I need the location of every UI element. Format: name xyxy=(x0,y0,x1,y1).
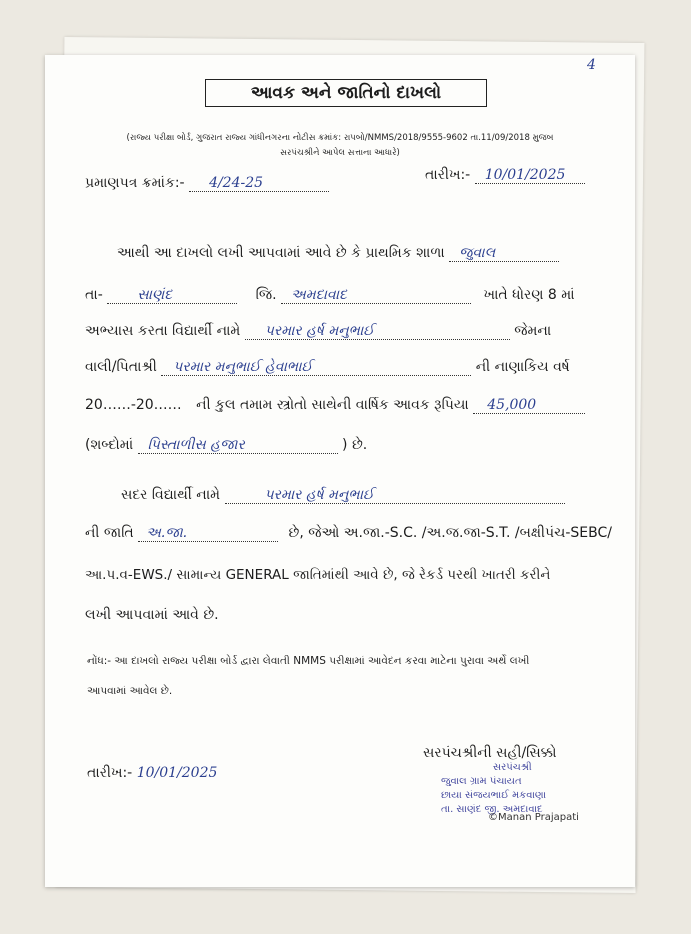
signature-label: સરપંચશ્રીની સહી/સિક્કો xyxy=(423,745,557,761)
sadar-student-label: સદર વિદ્યાર્થી નામે xyxy=(121,487,221,503)
guardian-label: વાલી/પિતાશ્રી xyxy=(85,359,157,375)
district-value: અમદાવાદ xyxy=(281,287,471,304)
authority-note-line1: (રાજ્ય પરીક્ષા બોર્ડ, ગુજરાત રાજ્ય ગાંધીનગરના નોટીસ ક્રમાંક: રાપબો/NMMS/2018/9555-9602 તા.11/09/2018 મુજબ xyxy=(126,133,554,143)
certificate-date-value: 10/01/2025 xyxy=(475,167,585,184)
stamp-line-3: છાયા સંજયભાઈ મકવાણા xyxy=(441,790,547,801)
authority-note-line2: સરપંચશ્રીને આપેલ સત્તાના આધારે) xyxy=(280,148,400,158)
certificate-number-label: પ્રમાણપત્ર ક્રમાંક:- xyxy=(85,175,185,191)
school-intro-text: આથી આ દાખલો લખી આપવામાં આવે છે કે પ્રાથમિક શાળા xyxy=(117,245,445,261)
caste-value: અ.જા. xyxy=(138,525,278,542)
standard-text: ખાતે ધોરણ 8 માં xyxy=(483,287,575,303)
guardian-row xyxy=(85,359,570,376)
year-range: 20……-20…… xyxy=(85,397,182,413)
signature-block xyxy=(423,745,623,817)
certificate-number-row xyxy=(85,175,329,192)
caste-options: છે, જેઓ અ.જા.-S.C. /અ.જ.જા-S.T. /બક્ષીપંચ-SEBC/ xyxy=(288,525,612,541)
jemna-text: જેમના xyxy=(514,323,552,339)
school-row xyxy=(117,245,559,262)
footer-date-value: 10/01/2025 xyxy=(136,765,218,781)
certificate-number-value: 4/24-25 xyxy=(189,175,329,192)
caste-row xyxy=(85,525,612,542)
stamp-line-2: જુવાલ ગ્રામ પંચાયત xyxy=(441,776,522,787)
district-label: જિ. xyxy=(255,287,277,303)
financial-year-text: ની નાણાકિય વર્ષ xyxy=(475,359,570,375)
student-row xyxy=(85,323,551,340)
note-line-1: નોંધ:- આ દાખલો રાજ્ય પરીક્ષા બોર્ડ દ્વારા લેવાતી NMMS પરીક્ષામાં આવેદન કરવા માટેના પુરાવા અર્થે લખી xyxy=(87,655,530,667)
certificate-date-row xyxy=(425,167,585,184)
certificate-date-label: તારીખ:- xyxy=(425,167,471,183)
school-value: જુવાલ xyxy=(449,245,559,262)
certificate-title: આવક અને જાતિનો દાખલો xyxy=(205,79,487,107)
income-value: 45,000 xyxy=(473,397,585,414)
caste-line-2: આ.પ.વ-EWS./ સામાન્ય GENERAL જાતિમાંથી આવે છે, જે રેકર્ડ પરથી ખાતરી કરીને xyxy=(85,567,551,583)
amount-in-words-value: પિસ્તાળીસ હજાર xyxy=(138,437,338,454)
footer-date-row xyxy=(87,765,217,781)
sadar-student-value: પરમાર હર્ષ મનુભાઈ xyxy=(225,487,565,504)
stamp-line-4: તા. સાણંદ જી. અમદાવાદ xyxy=(441,804,543,815)
amount-in-words-row xyxy=(85,437,367,454)
sadar-student-row xyxy=(121,487,565,504)
amount-in-words-label: (શબ્દોમાં xyxy=(85,437,134,453)
caste-line-3: લખી આપવામાં આવે છે. xyxy=(85,607,219,623)
student-value: પરમાર હર્ષ મનુભાઈ xyxy=(245,323,510,340)
guardian-value: પરમાર મનુભાઈ હેવાભાઈ xyxy=(161,359,471,376)
income-row xyxy=(85,397,585,414)
amount-in-words-close: ) છે. xyxy=(342,437,368,453)
caste-label: ની જાતિ xyxy=(85,525,134,541)
student-label: અભ્યાસ કરતા વિદ્યાર્થી નામે xyxy=(85,323,241,339)
income-text: ની કુલ તમામ સ્ત્રોતો સાથેની વાર્ષિક આવક રૂપિયા xyxy=(196,397,469,413)
certificate-page xyxy=(45,55,635,887)
authority-note xyxy=(65,131,615,161)
note-line-2: આપવામાં આવેલ છે. xyxy=(87,685,173,697)
taluka-label: તા- xyxy=(85,287,103,303)
corner-handwritten-mark: 4 xyxy=(587,57,596,73)
taluka-value: સાણંદ xyxy=(107,287,237,304)
location-row xyxy=(85,287,575,304)
photo-watermark: ©Manan Prajapati xyxy=(488,812,579,823)
footer-date-label: તારીખ:- xyxy=(87,765,133,781)
stamp-line-1: સરપંચશ્રી xyxy=(493,762,532,773)
